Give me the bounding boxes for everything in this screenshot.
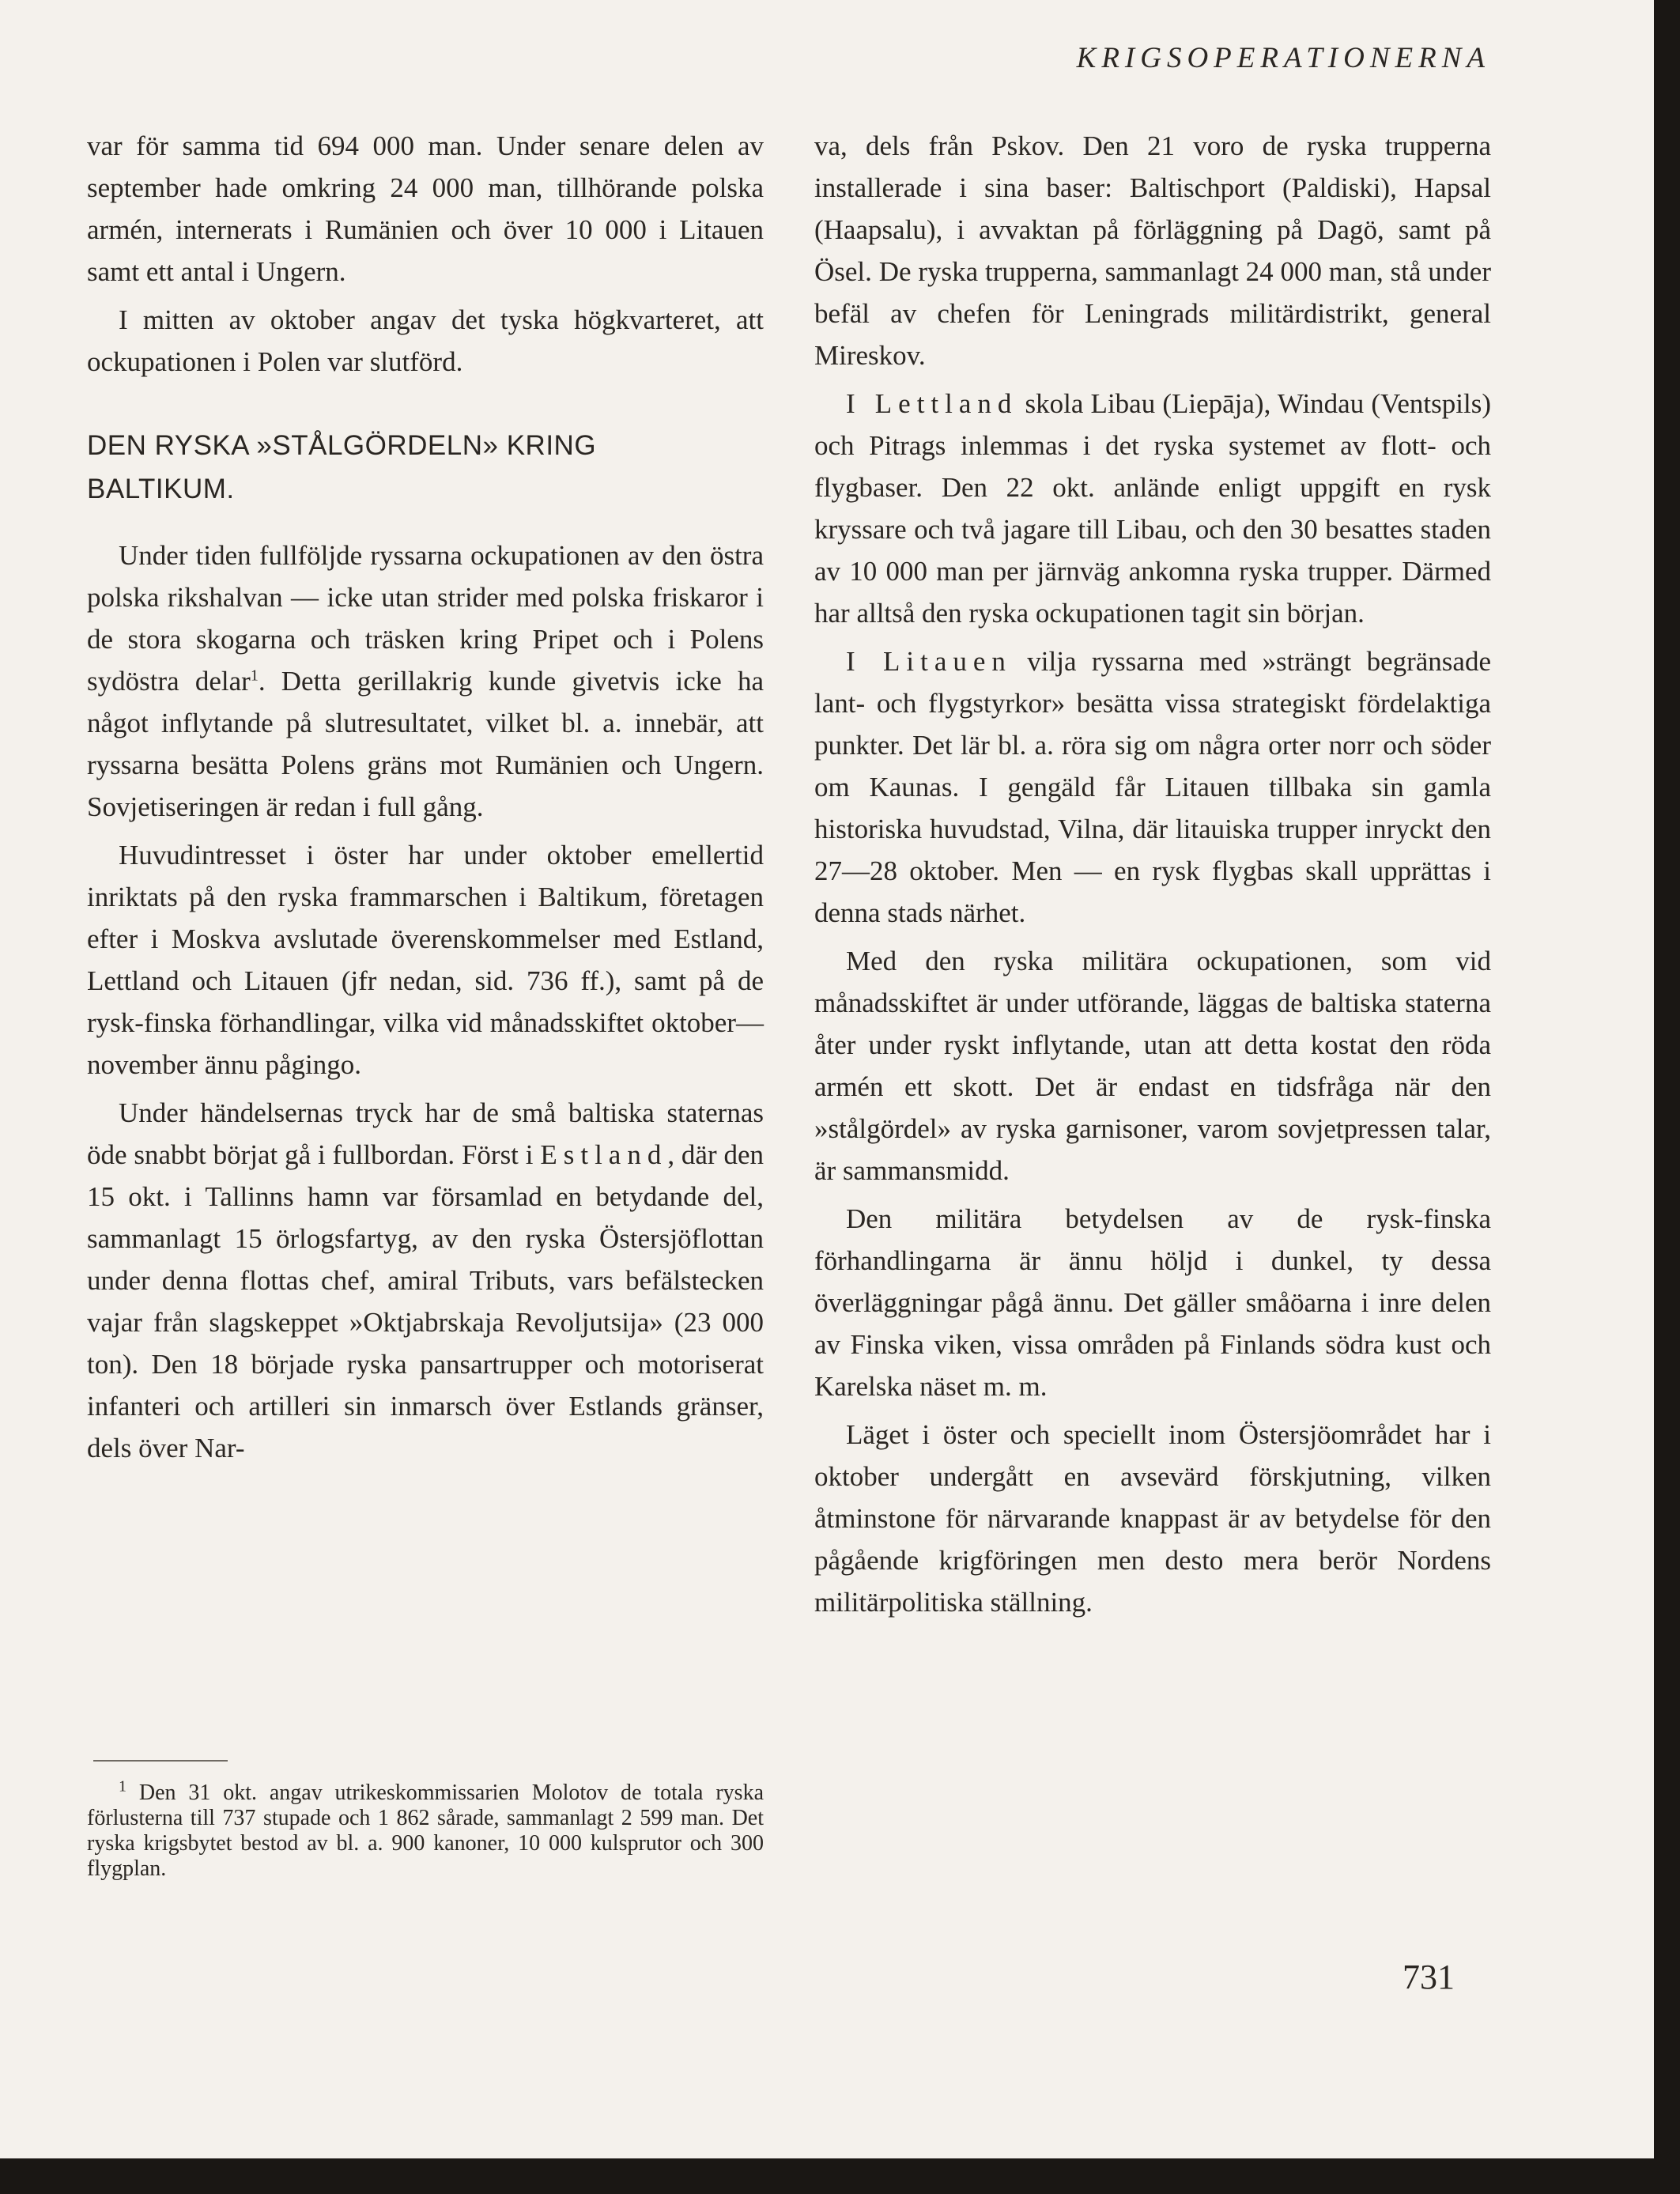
paragraph: Med den ryska militära ockupationen, som vid månadsskiftet är under utförande, läggas de baltiska staterna åter under ryskt inflytande, utan att detta kostat den röda armén ett skott. Det är endast en tidsfråga när den »stålgördel» av ryska garnisoner, varom sovjetpressen talar, är sammansmidd. <box>814 946 1491 1186</box>
right-column <box>814 125 1491 1629</box>
paragraph: I mitten av oktober angav det tyska högkvarteret, att ockupationen i Polen var slutförd. <box>87 304 764 377</box>
footnote-text: Den 31 okt. angav utrikeskommissarien Molotov de totala ryska förlusterna till 737 stupade och 1 862 sårade, sammanlagt 2 599 man. Det ryska krigsbytet bestod av bl. a. 900 kanoner, 10 000 kulsprutor och 300 flygplan. <box>87 1781 764 1881</box>
paragraph: va, dels från Pskov. Den 21 voro de ryska trupperna installerade i sina baser: Baltischport (Paldiski), Hapsal (Haapsalu), i avvaktan på förläggning på Dagö, samt på Ösel. De ryska trupperna, sammanlagt 24 000 man, stå under befäl av chefen för Leningrads militärdistrikt, general Mireskov. <box>814 130 1491 371</box>
paragraph <box>814 640 1491 934</box>
footnote-reference: 1 <box>250 667 259 685</box>
paragraph <box>87 1092 764 1469</box>
spaced-emphasis: I Lettland <box>846 388 1018 419</box>
paragraph: Den militära betydelsen av de rysk-finska förhandlingarna är ännu höljd i dunkel, ty dessa överläggningar pågå ännu. Det gäller småöarna i inre delen av Finska viken, vissa områden på Finlands södra kust och Karelska näset m. m. <box>814 1203 1491 1402</box>
page-number: 731 <box>1403 1958 1455 1996</box>
running-head: KRIGSOPERATIONERNA <box>1076 42 1490 74</box>
spaced-emphasis: Estland <box>540 1139 668 1170</box>
paragraph <box>87 534 764 828</box>
text-run: Under händelsernas tryck har de små baltiska staternas öde snabbt börjat gå i fullbordan. Först i <box>87 1097 764 1170</box>
footnote-divider <box>93 1760 228 1762</box>
left-column <box>87 125 764 1475</box>
text-run: , där den 15 okt. i Tallinns hamn var församlad en betydande del, sammanlagt 15 örlogsfartyg, av den ryska Östersjöflottan under denna flottas chef, amiral Tributs, vars befälstecken vajar från slagskeppet »Oktjabrskaja Revoljutsija» (23 000 ton). Den 18 började ryska pansartrupper och motoriserat infanteri och artilleri sin inmarsch över Estlands gränser, dels över Nar- <box>87 1139 764 1463</box>
section-heading-line: DEN RYSKA »STÅLGÖRDELN» KRING <box>87 430 597 461</box>
section-heading <box>87 424 764 511</box>
text-run: . Detta gerillakrig kunde givetvis icke ha något inflytande på slutresultatet, vilket bl. a. innebär, att ryssarna besätta Polens gräns mot Rumänien och Ungern. Sovjetiseringen är redan i full gång. <box>87 666 764 822</box>
text-run: Under tiden fullföljde ryssarna ockupationen av den östra polska rikshalvan — icke utan strider med polska friskaror i de stora skogarna och träsken kring Pripet och i Polens sydöstra delar <box>87 540 764 697</box>
paragraph <box>814 383 1491 634</box>
footnote-marker: 1 <box>119 1777 126 1796</box>
text-run: vilja ryssarna med »strängt begränsade lant- och flygstyrkor» besätta vissa strategiskt fördelaktiga punkter. Det lär bl. a. röra sig om några orter norr och söder om Kaunas. I gengäld får Litauen tillbaka sin gamla historiska huvudstad, Vilna, där litauiska trupper inryckt den 27—28 oktober. Men — en rysk flygbas skall upprättas i denna stads närhet. <box>814 646 1491 928</box>
text-run: skola Libau (Liepāja), Windau (Ventspils) och Pitrags inlemmas i det ryska systemet av flott- och flygbaser. Den 22 okt. anlände enligt uppgift en rysk kryssare och två jagare till Libau, och den 30 besattes staden av 10 000 man per järnväg ankomna ryska trupper. Därmed har alltså den ryska ockupationen tagit sin början. <box>814 388 1491 629</box>
spaced-emphasis: I Litauen <box>846 646 1012 677</box>
footnote <box>87 1777 764 1882</box>
paragraph: Läget i öster och speciellt inom Östersjöområdet har i oktober undergått en avsevärd förskjutning, vilken åtminstone för närvarande knappast är av betydelse för den pågående krigföringen men desto mera berör Nordens militärpolitiska ställning. <box>814 1419 1491 1618</box>
paragraph: Huvudintresset i öster har under oktober emellertid inriktats på den ryska frammarschen i Baltikum, företagen efter i Moskva avslutade överenskommelser med Estland, Lettland och Litauen (jfr nedan, sid. 736 ff.), samt på de rysk-finska förhandlingar, vilka vid månadsskiftet oktober—november ännu pågingo. <box>87 840 764 1080</box>
paragraph: var för samma tid 694 000 man. Under senare delen av september hade omkring 24 000 man, tillhörande polska armén, internerats i Rumänien och över 10 000 i Litauen samt ett antal i Ungern. <box>87 130 764 287</box>
section-heading-line: BALTIKUM. <box>87 474 235 504</box>
